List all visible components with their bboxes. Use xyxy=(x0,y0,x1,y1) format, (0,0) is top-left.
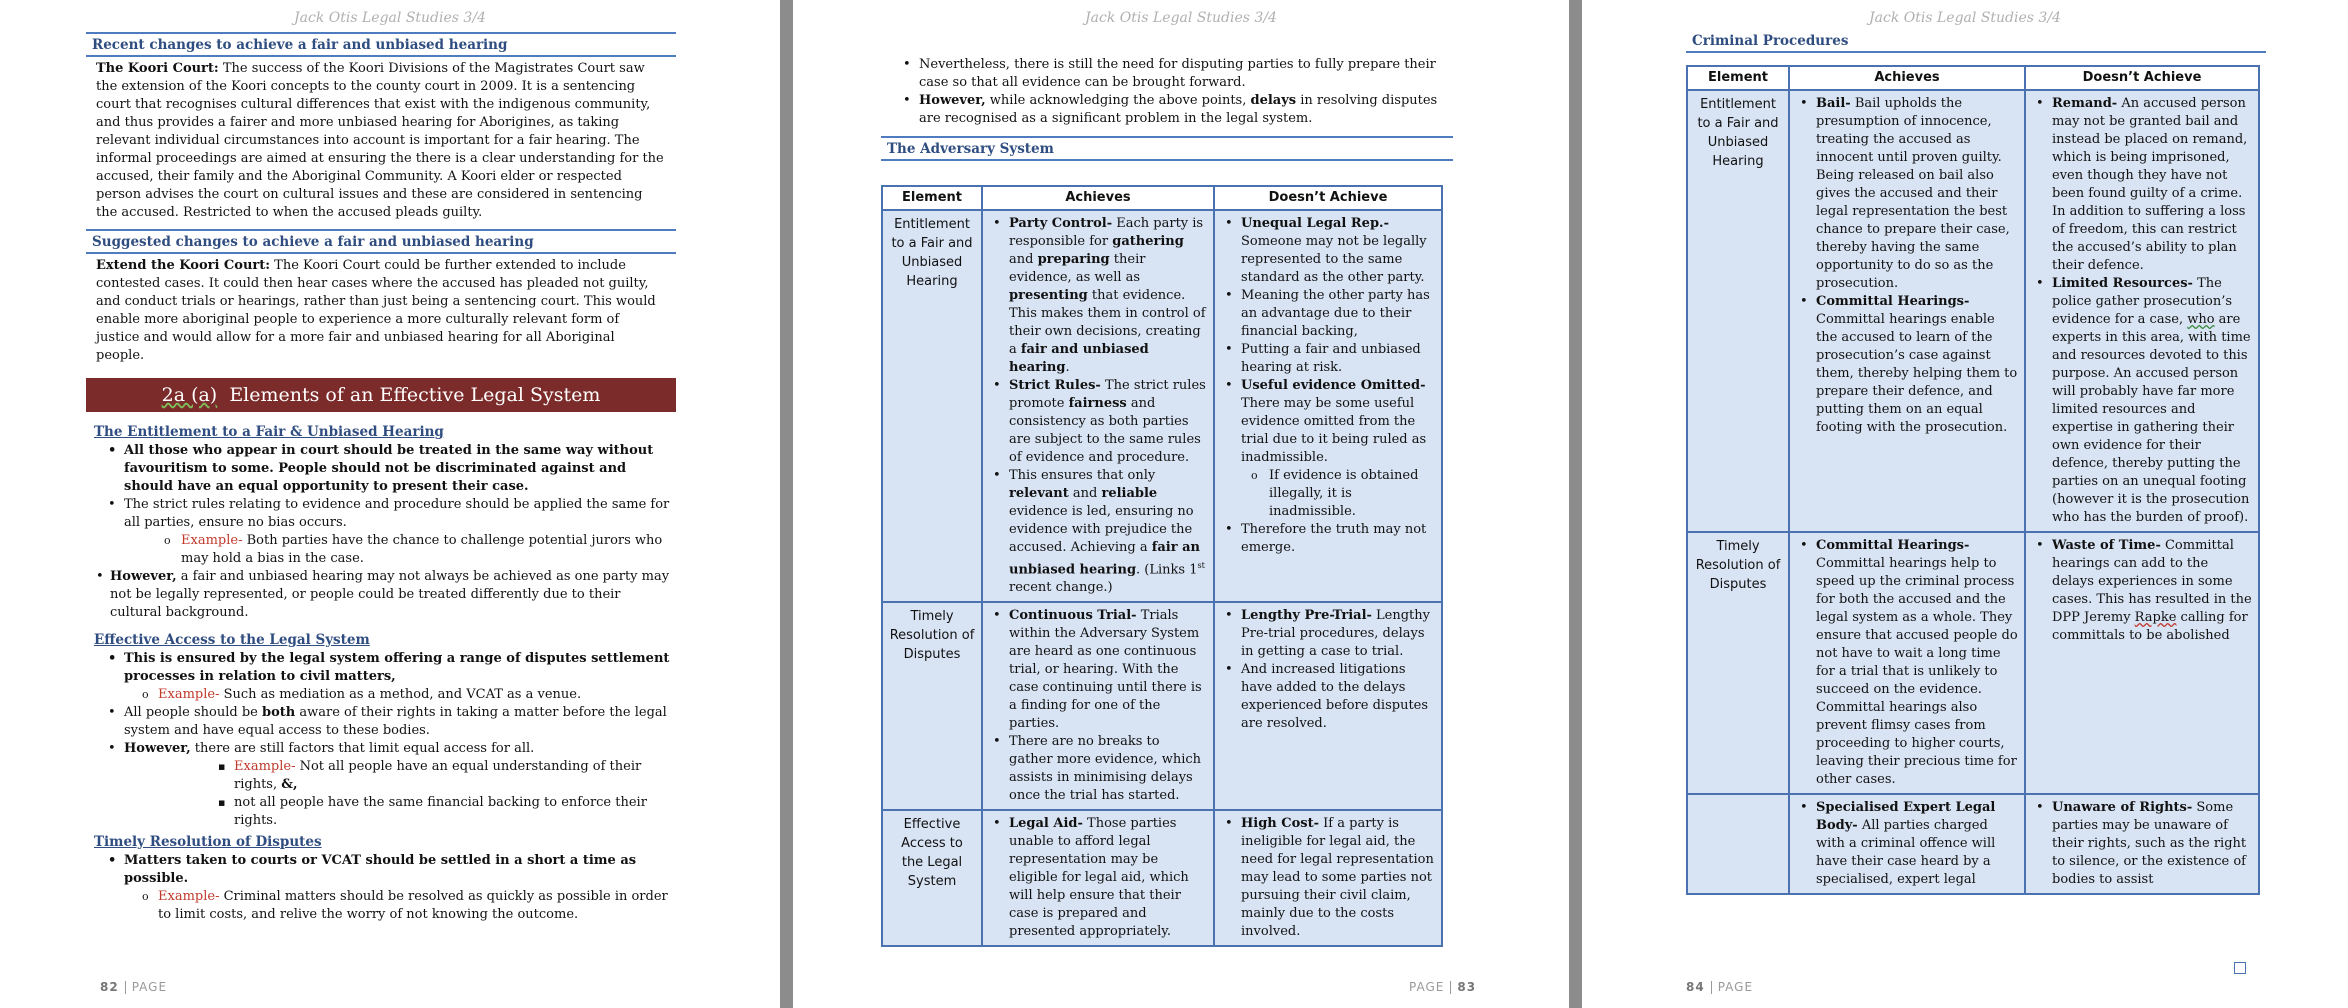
list-item: • Therefore the truth may not emerge. xyxy=(1221,521,1435,557)
doesnt-achieve-cell xyxy=(2025,90,2259,532)
element-cell: Timely Resolution of Disputes xyxy=(882,602,982,810)
achieves-cell xyxy=(1789,532,2025,794)
page-footer: PAGE 83 xyxy=(1409,980,1477,994)
list-item: • High Cost- If a party is ineligible for legal aid, the need for legal representation may lead to some parties not pursuing their civil claim, mainly due to the costs involved. xyxy=(1221,815,1435,941)
doesnt-achieve-cell xyxy=(2025,532,2259,794)
list-item: • Waste of Time- Committal hearings can add to the delays experiences in some cases. This has resulted in the DPP Jeremy Rapke calling for committals to be abolished xyxy=(2032,537,2252,645)
list-item: • However, there are still factors that limit equal access for all. xyxy=(86,740,676,758)
list-item: • Party Control- Each party is responsible for gathering and preparing their evidence, as well as presenting that evidence. This makes them in control of their own decisions, creating a fair and unbiased hearing. xyxy=(989,215,1207,377)
list-item: • Matters taken to courts or VCAT should be settled in a short a time as possible. xyxy=(86,852,676,888)
doesnt-achieve-cell xyxy=(1214,602,1442,810)
column-header-doesnt-achieve: Doesn’t Achieve xyxy=(1214,186,1442,210)
list-item: o Example- Such as mediation as a method, and VCAT as a venue. xyxy=(86,686,676,704)
achieves-cell xyxy=(1789,794,2025,894)
element-cell: Entitlement to a Fair and Unbiased Hearing xyxy=(1687,90,1789,532)
subheading-timely-resolution: Timely Resolution of Disputes xyxy=(94,834,322,850)
list-item: • Nevertheless, there is still the need for disputing parties to fully prepare their case so that all evidence can be brought forward. xyxy=(881,56,1453,92)
achieves-cell xyxy=(1789,90,2025,532)
doesnt-achieve-cell xyxy=(2025,794,2259,894)
page-header: Jack Otis Legal Studies 3/4 xyxy=(1085,10,1277,26)
section-heading-recent-changes: Recent changes to achieve a fair and unbiased hearing xyxy=(86,32,676,57)
list-item: ▪ not all people have the same financial backing to enforce their rights. xyxy=(86,794,676,830)
column-header-element: Element xyxy=(882,186,982,210)
list-item: • Limited Resources- The police gather prosecution’s evidence for a case, who are experts in this area, with time and resources devoted to this purpose. An accused person will probably have far more limited resources and expertise in gathering their own evidence for their defence, thereby putting the parties on an unequal footing (however it is the prosecution who has the burden of proof). xyxy=(2032,275,2252,527)
doesnt-achieve-cell xyxy=(1214,810,1442,946)
list-item: • This is ensured by the legal system offering a range of disputes settlement processes in relation to civil matters, xyxy=(86,650,676,686)
subheading-effective-access: Effective Access to the Legal System xyxy=(94,632,370,648)
table-header-row xyxy=(882,186,1442,210)
table-row xyxy=(882,210,1442,602)
achieves-cell xyxy=(982,210,1214,602)
element-cell: Timely Resolution of Disputes xyxy=(1687,532,1789,794)
koori-court-paragraph: The Koori Court: The success of the Koori Divisions of the Magistrates Court saw the extension of the Koori concepts to the county court in 2009. It is a sentencing court that recognises cultural differences that exist with the indigenous community, and thus provides a fairer and more unbiased hearing for Aborigines, as taking relevant individual circumstances into account is important for a fair hearing. The informal proceedings are aimed at ensuring the there is a clear understanding for the accused, their family and the Aboriginal Community. A Koori elder or respected person advises the court on cultural issues and these are considered in sentencing the accused. Restricted to when the accused pleads guilty. xyxy=(96,61,664,220)
list-item: • Specialised Expert Legal Body- All parties charged with a criminal offence will have their case heard by a specialised, expert legal xyxy=(1796,799,2018,889)
list-item: • Committal Hearings- Committal hearings help to speed up the criminal process for both the accused and the legal system as a whole. They ensure that accused people do not have to wait a long time for a trial that is unlikely to succeed on the evidence. Committal hearings also prevent flimsy cases from proceeding to higher courts, leaving their precious time for other cases. xyxy=(1796,537,2018,789)
column-header-achieves: Achieves xyxy=(1789,66,2025,90)
list-item: • Strict Rules- The strict rules promote fairness and consistency as both parties are subject to the same rules of evidence and procedure. xyxy=(989,377,1207,467)
list-item: • Remand- An accused person may not be granted bail and instead be placed on remand, which is being imprisoned, even though they have not been found guilty of a crime. In addition to suffering a loss of freedom, this can restrict the accused’s ability to plan their defence. xyxy=(2032,95,2252,275)
list-item: • Meaning the other party has an advantage due to their financial backing, xyxy=(1221,287,1435,341)
list-item: • All those who appear in court should be treated in the same way without favouritism to some. People should not be discriminated against and should have an equal opportunity to present their case. xyxy=(86,442,676,496)
doesnt-achieve-cell xyxy=(1214,210,1442,602)
list-item: • There are no breaks to gather more evidence, which assists in minimising delays once the trial has started. xyxy=(989,733,1207,805)
list-item: o Example- Criminal matters should be resolved as quickly as possible in order to limit costs, and relive the worry of not knowing the outcome. xyxy=(86,888,676,924)
list-item: o If evidence is obtained illegally, it is inadmissible. xyxy=(1221,467,1435,521)
page-footer: 82 PAGE xyxy=(100,980,168,994)
list-item: • Continuous Trial- Trials within the Adversary System are heard as one continuous trial, or hearing. With the case continuing until there is a finding for one of the parties. xyxy=(989,607,1207,733)
list-item: • Committal Hearings- Committal hearings enable the accused to learn of the prosecution’s case against them, thereby helping them to prepare their defence, and putting them on an equal footing with the prosecution. xyxy=(1796,293,2018,437)
list-item: • Unequal Legal Rep.- Someone may not be legally represented to the same standard as the other party. xyxy=(1221,215,1435,287)
section-heading-suggested-changes: Suggested changes to achieve a fair and unbiased hearing xyxy=(86,229,676,254)
list-item: • All people should be both aware of their rights in taking a matter before the legal system and have equal access to these bodies. xyxy=(86,704,676,740)
effective-access-list xyxy=(86,650,676,830)
page-83 xyxy=(793,0,1569,1008)
list-item: • However, while acknowledging the above points, delays in resolving disputes are recognised as a significant problem in the legal system. xyxy=(881,92,1453,128)
list-item: • Unaware of Rights- Some parties may be unaware of their rights, such as the right to silence, or the existence of bodies to assist xyxy=(2032,799,2252,889)
fair-hearing-list xyxy=(86,442,676,622)
element-cell xyxy=(1687,794,1789,894)
table-row xyxy=(882,810,1442,946)
table-resize-handle[interactable] xyxy=(2234,962,2246,974)
list-item: • However, a fair and unbiased hearing may not always be achieved as one party may not be legally represented, or people could be treated differently due to their cultural background. xyxy=(86,568,676,622)
column-header-achieves: Achieves xyxy=(982,186,1214,210)
section-heading-adversary-system: The Adversary System xyxy=(881,136,1453,161)
table-row xyxy=(882,602,1442,810)
list-item: • Lengthy Pre-Trial- Lengthy Pre-trial procedures, delays in getting a case to trial. xyxy=(1221,607,1435,661)
achieves-cell xyxy=(982,810,1214,946)
criminal-procedures-table xyxy=(1686,65,2260,895)
page-82 xyxy=(0,0,780,1008)
element-cell: Effective Access to the Legal System xyxy=(882,810,982,946)
page-header: Jack Otis Legal Studies 3/4 xyxy=(1869,10,2061,26)
page-footer: 84 PAGE xyxy=(1686,980,1754,994)
list-item: ▪ Example- Not all people have an equal understanding of their rights, &, xyxy=(86,758,676,794)
list-item: • The strict rules relating to evidence and procedure should be applied the same for all parties, ensure no bias occurs. xyxy=(86,496,676,532)
intro-list xyxy=(881,56,1453,128)
table-row xyxy=(1687,794,2259,894)
adversary-system-table xyxy=(881,185,1443,947)
chapter-banner: 2a (a) Elements of an Effective Legal System xyxy=(86,378,676,412)
list-item: o Example- Both parties have the chance to challenge potential jurors who may hold a bias in the case. xyxy=(86,532,676,568)
list-item: • This ensures that only relevant and reliable evidence is led, ensuring no evidence with prejudice the accused. Achieving a fair an unbiased hearing. (Links 1st recent change.) xyxy=(989,467,1207,597)
page-84 xyxy=(1582,0,2348,1008)
achieves-cell xyxy=(982,602,1214,810)
table-row xyxy=(1687,532,2259,794)
extend-koori-paragraph: Extend the Koori Court: The Koori Court could be further extended to include contested cases. It could then hear cases where the accused has pleaded not guilty, and conduct trials or hearings, rather than just being a sentencing court. This would enable more aboriginal people to experience a more culturally relevant form of justice and would allow for a more fair and unbiased hearing for all Aboriginal people. xyxy=(96,258,656,363)
element-cell: Entitlement to a Fair and Unbiased Hearing xyxy=(882,210,982,602)
timely-resolution-list xyxy=(86,852,676,924)
subheading-fair-hearing: The Entitlement to a Fair & Unbiased Hearing xyxy=(94,424,444,440)
table-row xyxy=(1687,90,2259,532)
list-item: • Legal Aid- Those parties unable to afford legal representation may be eligible for legal aid, which will help ensure that their case is prepared and presented appropriately. xyxy=(989,815,1207,941)
table-header-row xyxy=(1687,66,2259,90)
list-item: • Useful evidence Omitted- There may be some useful evidence omitted from the trial due to it being ruled as inadmissible. xyxy=(1221,377,1435,467)
column-header-doesnt-achieve: Doesn’t Achieve xyxy=(2025,66,2259,90)
column-header-element: Element xyxy=(1687,66,1789,90)
page-header: Jack Otis Legal Studies 3/4 xyxy=(294,10,486,26)
section-heading-criminal-procedures: Criminal Procedures xyxy=(1686,30,2266,53)
list-item: • And increased litigations have added to the delays experienced before disputes are resolved. xyxy=(1221,661,1435,733)
list-item: • Putting a fair and unbiased hearing at risk. xyxy=(1221,341,1435,377)
list-item: • Bail- Bail upholds the presumption of innocence, treating the accused as innocent until proven guilty. Being released on bail also gives the accused and their legal representation the best chance to prepare their case, thereby having the same opportunity to do so as the prosecution. xyxy=(1796,95,2018,293)
